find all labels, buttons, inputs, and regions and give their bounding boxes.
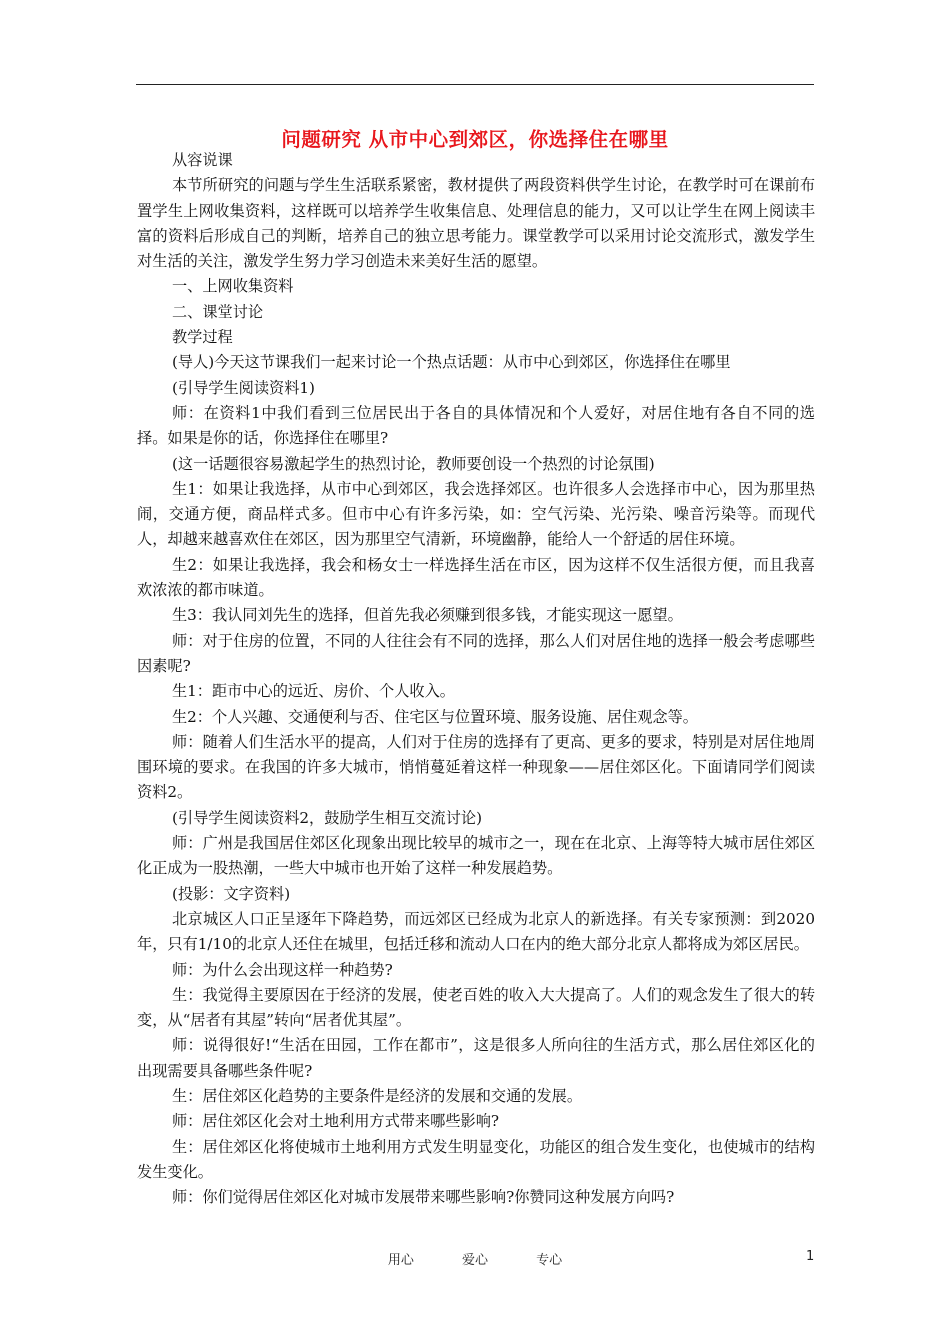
paragraph: 师：随着人们生活水平的提高，人们对于住房的选择有了更高、更多的要求，特别是对居住地周围环境的要求。在我国的许多大城市，悄悄蔓延着这样一种现象——居住郊区化。下面请同学们阅读资料2。 [137, 732, 815, 802]
footer-motto-word: 爱心 [461, 1253, 488, 1268]
footer-motto-word: 专心 [536, 1253, 563, 1268]
paragraph: 师：你们觉得居住郊区化对城市发展带来哪些影响?你赞同这种发展方向吗? [171, 1188, 675, 1207]
paragraph: (投影：文字资料) [171, 884, 291, 903]
paragraph: (导人)今天这节课我们一起来讨论一个热点话题：从市中心到郊区，你选择住在哪里 [171, 353, 731, 372]
paragraph: 生：我觉得主要原因在于经济的发展，使老百姓的收入大大提高了。人们的观念发生了很大的转变，从“居者有其屋”转向“居者优其屋”。 [137, 985, 815, 1030]
document-title: 问题研究 从市中心到郊区，你选择住在哪里 [281, 128, 669, 151]
paragraph: 师：广州是我国居住郊区化现象出现比较早的城市之一，现在在北京、上海等特大城市居住郊区化正成为一股热潮，一些大中城市也开始了这样一种发展趋势。 [137, 834, 815, 878]
paragraph: 北京城区人口正呈逐年下降趋势，而远郊区已经成为北京人的新选择。有关专家预测：到2020年，只有1/10的北京人还住在城里，包括迁移和流动人口在内的绝大部分北京人都将成为郊区居民。 [137, 909, 815, 954]
paragraph: 生：居住郊区化将使城市土地利用方式发生明显变化，功能区的组合发生变化，也使城市的结构发生变化。 [137, 1137, 815, 1181]
page-number: 1 [806, 1249, 815, 1264]
page-footer [0, 1249, 950, 1269]
paragraph: (引导学生阅读资料1) [171, 378, 315, 397]
footer-motto-word: 用心 [387, 1253, 414, 1268]
paragraph: 一、上网收集资料 [171, 277, 294, 296]
paragraph: (引导学生阅读资料2，鼓励学生相互交流讨论) [171, 808, 483, 827]
paragraph: 生3：我认同刘先生的选择，但首先我必须赚到很多钱，才能实现这一愿望。 [171, 606, 683, 625]
paragraph: (这一话题很容易激起学生的热烈讨论，教师要创设一个热烈的讨论氛围) [171, 454, 655, 473]
paragraph: 师：在资料1中我们看到三位居民出于各自的具体情况和个人爱好，对居住地有各自不同的选择。如果是你的话，你选择住在哪里? [137, 403, 815, 448]
document-body [137, 148, 815, 1210]
header-rule [136, 84, 814, 85]
paragraph: 师：为什么会出现这样一种趋势? [171, 960, 393, 979]
paragraph: 师：说得很好!“生活在田园，工作在都市”，这是很多人所向往的生活方式，那么居住郊区化的出现需要具备哪些条件呢? [137, 1036, 815, 1080]
paragraph: 生1：距市中心的远近、房价、个人收入。 [171, 682, 455, 701]
paragraph: 本节所研究的问题与学生生活联系紧密，教材提供了两段资料供学生讨论，在教学时可在课前布置学生上网收集资料，这样既可以培养学生收集信息、处理信息的能力，又可以让学生在网上阅读丰富的资料后形成自己的判断，培养自己的独立思考能力。课堂教学可以采用讨论交流形式，激发学生对生活的关注，激发学生努力学习创造未来美好生活的愿望。 [137, 176, 815, 271]
paragraph: 生1：如果让我选择，从市中心到郊区，我会选择郊区。也许很多人会选择市中心，因为那里热闹，交通方便，商品样式多。但市中心有许多污染，如：空气污染、光污染、噪音污染等。而现代人，却越来越喜欢住在郊区，因为那里空气清新，环境幽静，能给人一个舒适的居住环境。 [137, 479, 815, 549]
paragraph: 师：居住郊区化会对土地利用方式带来哪些影响? [171, 1112, 500, 1131]
paragraph: 教学过程 [171, 328, 233, 347]
paragraph: 二、课堂讨论 [171, 302, 264, 321]
paragraph: 从容说课 [171, 151, 233, 169]
paragraph: 生：居住郊区化趋势的主要条件是经济的发展和交通的发展。 [171, 1086, 583, 1105]
paragraph: 生2：个人兴趣、交通便利与否、住宅区与位置环境、服务设施、居住观念等。 [171, 707, 698, 726]
paragraph: 生2：如果让我选择，我会和杨女士一样选择生活在市区，因为这样不仅生活很方便，而且我喜欢浓浓的都市味道。 [137, 555, 815, 600]
paragraph: 师：对于住房的位置，不同的人往往会有不同的选择，那么人们对居住地的选择一般会考虑哪些因素呢? [137, 631, 815, 675]
